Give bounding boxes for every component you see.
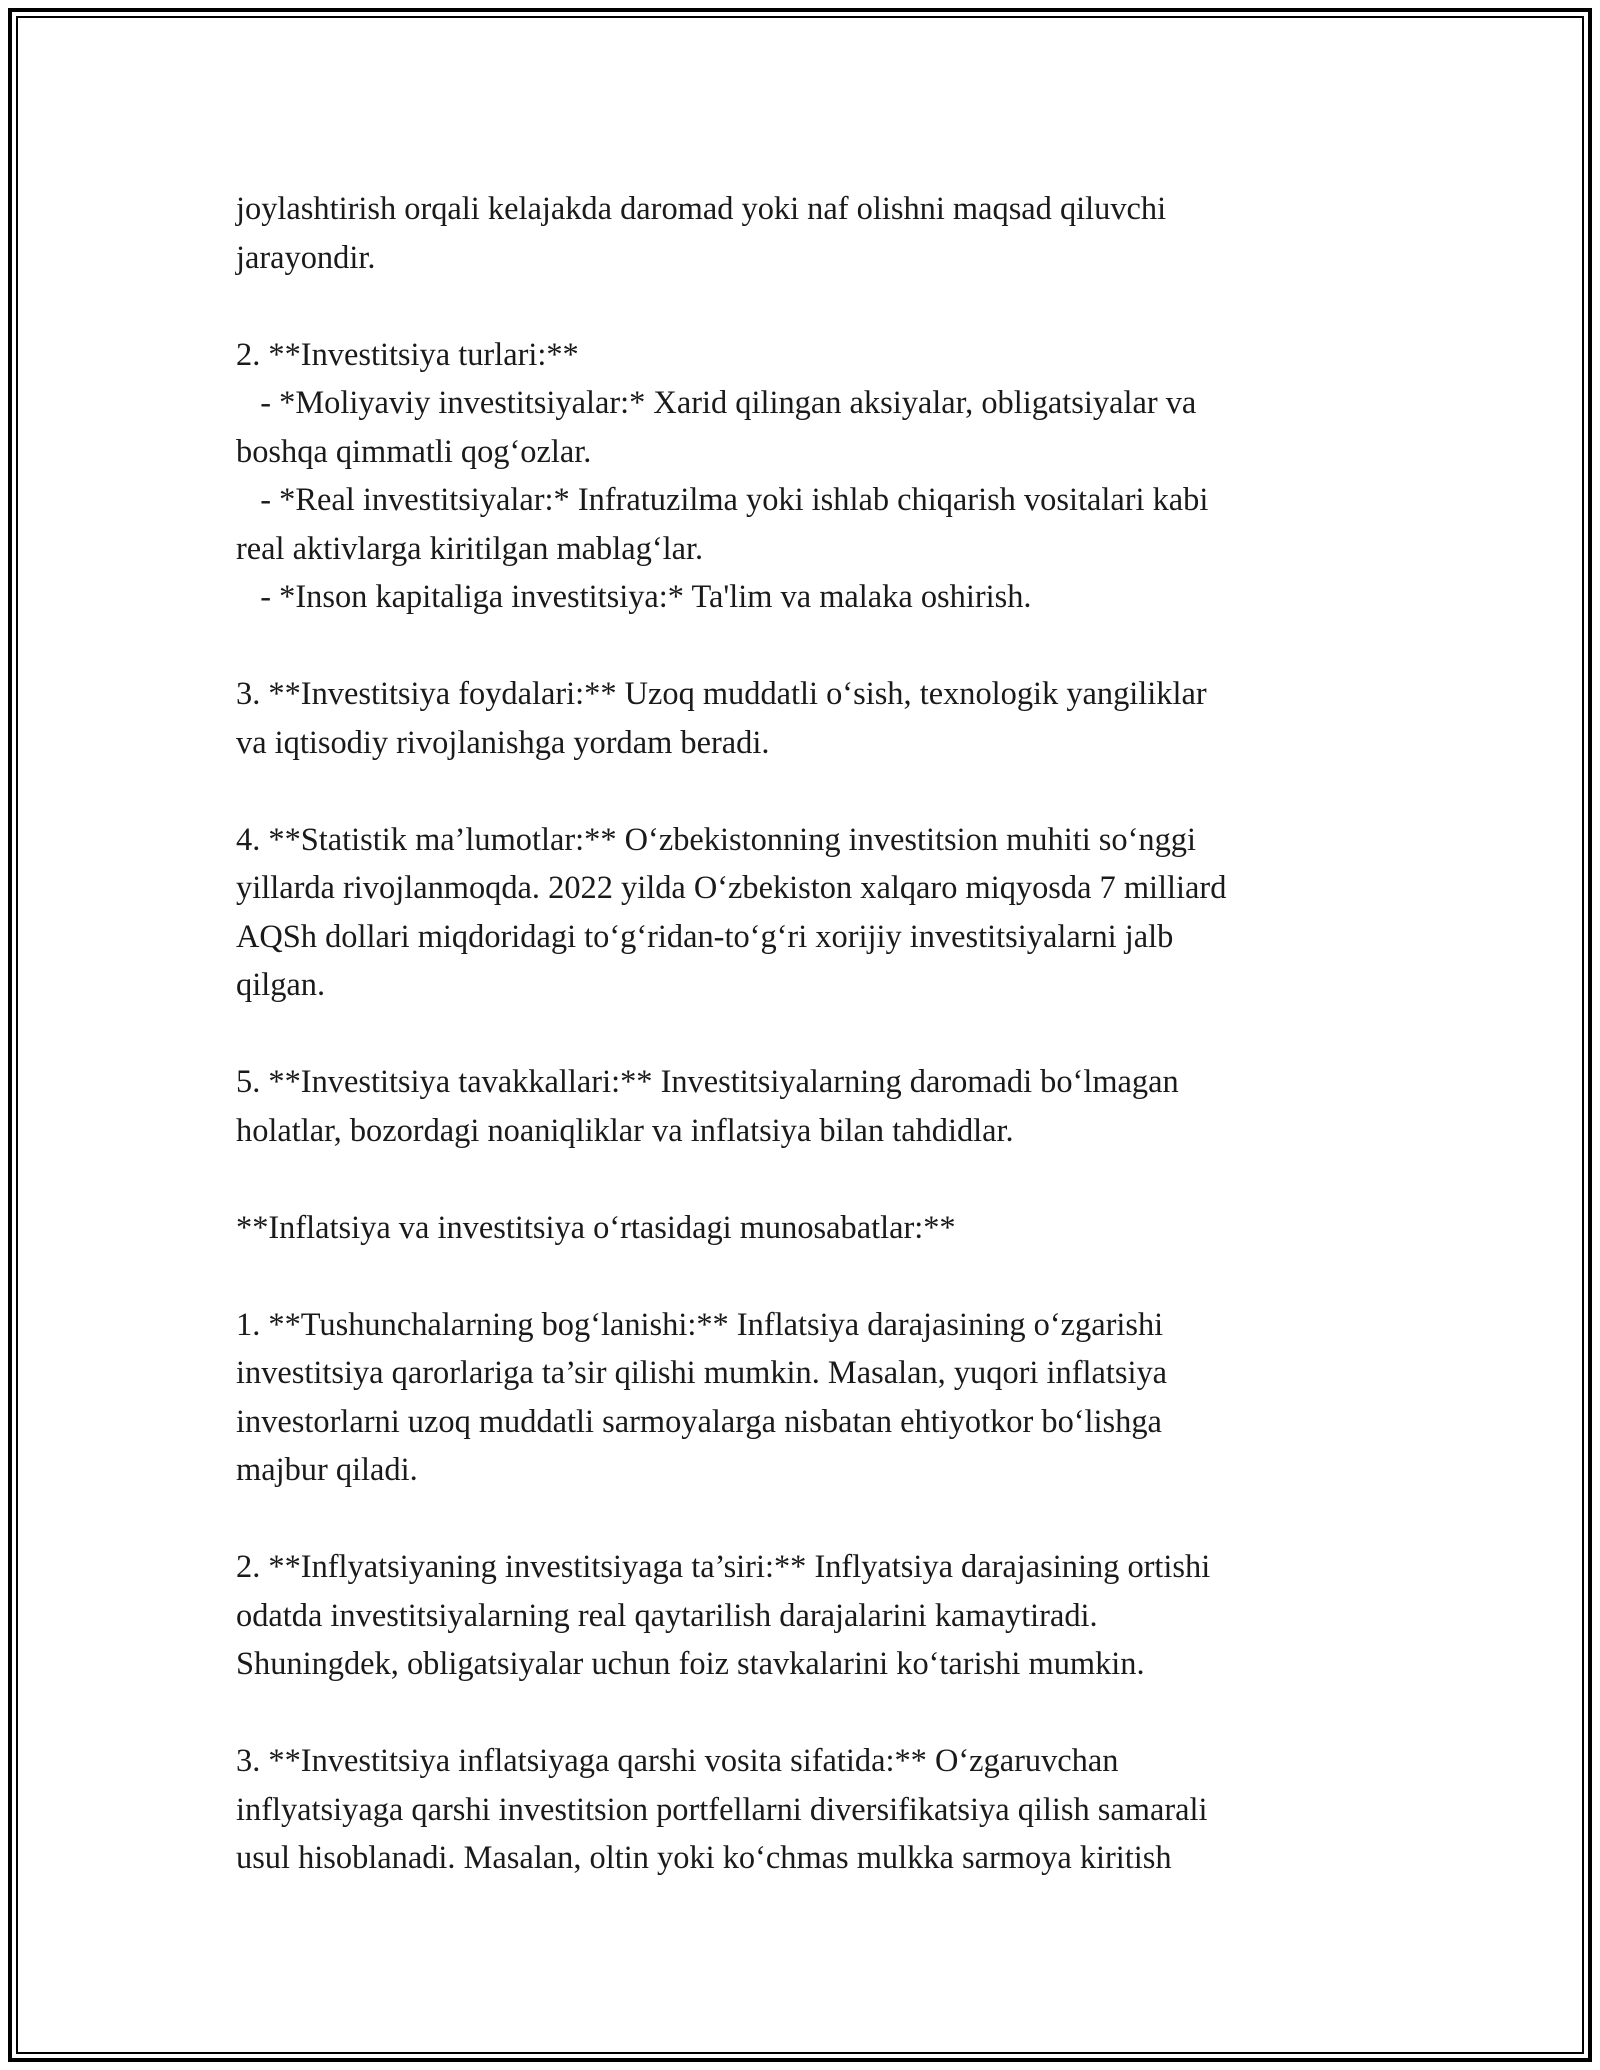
text-line: 3. **Investitsiya inflatsiyaga qarshi vosita sifatida:** O‘zgaruvchan [236,1743,1119,1779]
text-line: investorlarni uzoq muddatli sarmoyalarga nisbatan ehtiyotkor bo‘lishga [236,1403,1162,1440]
document-body [236,185,1396,1883]
list-item-3-investitsiya-foydalari [236,670,1396,767]
paragraph-gap [236,1495,1396,1544]
text-line: 2. **Inflyatsiyaning investitsiyaga ta’siri:** Inflyatsiya darajasining ortishi [236,1549,1211,1585]
paragraph-gap [236,282,1396,331]
text-line: qilgan. [236,967,326,1003]
text-line: joylashtirish orqali kelajakda daromad yoki naf olishni maqsad qiluvchi [236,191,1167,227]
text-line: majbur qiladi. [236,1452,418,1488]
text-line: va iqtisodiy rivojlanishga yordam beradi. [236,724,770,761]
text-line: usul hisoblanadi. Masalan, oltin yoki ko‘chmas mulkka sarmoya kiritish [236,1840,1172,1876]
paragraph-gap [236,1010,1396,1059]
list-item-4-statistik-malumotlar [236,816,1396,1010]
text-line: real aktivlarga kiritilgan mablag‘lar. [236,530,704,567]
list-item-2-investitsiya-turlari [236,331,1396,622]
text-line: 3. **Investitsiya foydalari:** Uzoq muddatli o‘sish, texnologik yangiliklar [236,676,1207,712]
text-line: 1. **Tushunchalarning bog‘lanishi:** Inflatsiya darajasining o‘zgarishi [236,1306,1164,1343]
text-line: **Inflatsiya va investitsiya o‘rtasidagi munosabatlar:** [236,1209,956,1246]
list-item-1-tushunchalarning-boglanishi [236,1301,1396,1495]
text-line: - *Inson kapitaliga investitsiya:* Ta'lim va malaka oshirish. [236,579,1032,615]
text-line: - *Real investitsiyalar:* Infratuzilma yoki ishlab chiqarish vositalari kabi [236,482,1209,518]
text-line: jarayondir. [236,239,376,276]
text-line: inflyatsiyaga qarshi investitsion portfellarni diversifikatsiya qilish samarali [236,1791,1208,1828]
text-line: AQSh dollari miqdoridagi to‘g‘ridan-to‘g‘ri xorijiy investitsiyalarni jalb [236,918,1174,955]
text-line: Shuningdek, obligatsiyalar uchun foiz stavkalarini ko‘tarishi mumkin. [236,1646,1145,1682]
list-item-3-investitsiya-inflatsiyaga-qarshi [236,1737,1396,1883]
text-line: boshqa qimmatli qog‘ozlar. [236,433,592,470]
paragraph-gap [236,1155,1396,1204]
text-line: 2. **Investitsiya turlari:** [236,336,579,373]
text-line: investitsiya qarorlariga ta’sir qilishi mumkin. Masalan, yuqori inflatsiya [236,1355,1168,1391]
paragraph-gap [236,622,1396,671]
text-line: 5. **Investitsiya tavakkallari:** Investitsiyalarning daromadi bo‘lmagan [236,1064,1179,1100]
text-line: yillarda rivojlanmoqda. 2022 yilda O‘zbekiston xalqaro miqyosda 7 milliard [236,870,1227,906]
paragraph-definition-end [236,185,1396,282]
list-item-2-inflyatsiyaning-tasiri [236,1543,1396,1689]
text-line: - *Moliyaviy investitsiyalar:* Xarid qilingan aksiyalar, obligatsiyalar va [236,385,1197,421]
paragraph-gap [236,1252,1396,1301]
section-heading-inflatsiya-va-investitsiya [236,1204,1396,1253]
paragraph-gap [236,767,1396,816]
list-item-5-investitsiya-tavakkallari [236,1058,1396,1155]
text-line: holatlar, bozordagi noaniqliklar va inflatsiya bilan tahdidlar. [236,1112,1014,1149]
text-line: 4. **Statistik ma’lumotlar:** O‘zbekistonning investitsion muhiti so‘nggi [236,821,1196,858]
text-line: odatda investitsiyalarning real qaytarilish darajalarini kamaytiradi. [236,1597,1098,1634]
paragraph-gap [236,1689,1396,1738]
